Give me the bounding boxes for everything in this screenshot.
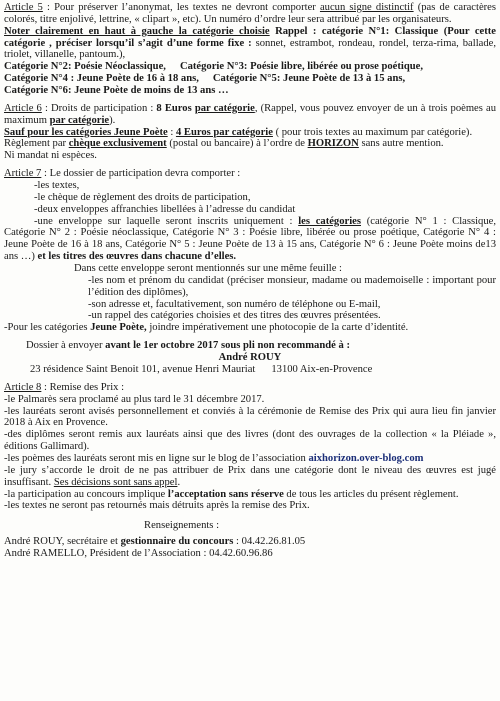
list-item: -les textes ne seront pas retournés mais détruits après la remise des Prix. bbox=[4, 500, 310, 512]
list-item: -les poèmes des lauréats seront mis en ligne sur le blog de l’association aixhorizon.over-blog.com bbox=[4, 452, 424, 464]
article-8: Article 8 : Remise des Prix : bbox=[4, 381, 125, 393]
list-item: -la participation au concours implique l’acceptation sans réserve de tous les articles du présent règlement. bbox=[4, 488, 459, 500]
list-item: -les nom et prénom du candidat (préciser monsieur, madame ou mademoiselle : important pour l’édition des diplômes), bbox=[88, 274, 496, 298]
list-item: -les textes, bbox=[34, 180, 80, 192]
article-7: Article 7 : Le dossier de participation devra comporter : bbox=[4, 168, 241, 180]
article-6: Article 6 : Droits de participation : 8 Euros par catégorie, (Rappel, vous pouvez envoyer de un à trois poèmes au maximum par catégorie). bbox=[4, 102, 496, 126]
envelope-note: Dans cette enveloppe seront mentionnés sur une même feuille : bbox=[74, 263, 342, 275]
category-list: Catégorie N°2: Poésie Néoclassique, Catégorie N°3: Poésie libre, libérée ou prose poétique, Catégorie N°4 : Jeune Poète de 16 à 18 ans, Catégorie N°5: Jeune Poète de 13 à 15 ans, Catégorie N°6: Jeune Poète de moins de 13 ans … bbox=[4, 61, 423, 97]
list-item: -son adresse et, facultativement, son numéro de téléphone ou E-mail, bbox=[88, 298, 381, 310]
list-item: -le Palmarès sera proclamé au plus tard le 31 décembre 2017. bbox=[4, 393, 265, 405]
recipient-name: André ROUY bbox=[218, 352, 282, 364]
jeune-poete-id: -Pour les catégories Jeune Poète, joindre impérativement une photocopie de la carte d’identité. bbox=[4, 322, 409, 334]
category-reminder: Noter clairement en haut à gauche la catégorie choisie Rappel : catégorie N°1: Classique (Pour cette catégorie , préciser lorsqu’il s’agit d’une forme fixe : sonnet, estrambot, rondeau, rondel, terza-rima, ballade, triolet, villanelle, pantoum.), bbox=[4, 25, 497, 61]
blog-link[interactable]: aixhorizon.over-blog.com bbox=[308, 452, 424, 464]
contact-ramello: André RAMELLO, Président de l’Association : 04.42.60.96.86 bbox=[4, 547, 273, 559]
article-6-label: Article 6 bbox=[4, 102, 42, 114]
list-item: -les lauréats seront avisés personnellement et conviés à la cérémonie de Remise des Prix qui aura lieu fin janvier 2018 à Aix en Provence. bbox=[4, 405, 496, 429]
list-item: -le jury s’accorde le droit de ne pas attribuer de Prix dans une catégorie dont le niveau des œuvres est jugé insuffisant. Ses décisions sont sans appel. bbox=[4, 464, 496, 488]
jeune-poete-fee: Sauf pour les catégories Jeune Poète : 4 Euros par catégorie ( pour trois textes au maximum par catégorie). bbox=[4, 126, 473, 138]
article-5-label: Article 5 bbox=[4, 2, 43, 13]
list-item: -une enveloppe sur laquelle seront inscrits uniquement : les catégories (catégorie N° 1 : Classique, Catégorie N° 2 : Poésie néoclassique, Catégorie N° 3 : Poésie libre, libérée ou prose poétique, Catégorie N° 4 : Jeune Poète de 16 à 18 ans, Catégorie N° 5 : Jeune Poète de 13 à 15 ans, Catégorie N° 6 : Jeune Poète moins de13 ans …) et les titres des œuvres dans chacune d’elles. bbox=[4, 215, 496, 263]
recipient-address: 23 résidence Saint Benoit 101, avenue Henri Mauriat 13100 Aix-en-Provence bbox=[30, 363, 373, 375]
list-item: -le chèque de règlement des droits de participation, bbox=[34, 191, 251, 203]
article-8-label: Article 8 bbox=[4, 381, 42, 393]
article-7-label: Article 7 bbox=[4, 168, 42, 180]
list-item: -deux enveloppes affranchies libellées à l’adresse du candidat bbox=[34, 203, 296, 215]
deadline: Dossier à envoyer avant le 1er octobre 2017 sous pli non recommandé à : bbox=[26, 340, 350, 352]
contact-title: Renseignements : bbox=[144, 520, 220, 532]
article-5: Article 5 : Pour préserver l’anonymat, les textes ne devront comporter aucun signe distinctif (pas de caractères colorés, titre enjolivé, lettrine, « clipart », etc). Un numéro d’ordre leur sera attribué par les organisateurs. bbox=[4, 2, 496, 25]
contact-rouy: André ROUY, secrétaire et gestionnaire du concours : 04.42.26.81.05 bbox=[4, 536, 306, 548]
list-item: -des diplômes seront remis aux lauréats ainsi que des livres (dont des ouvrages de la collection « la Pléiade », éditions Gallimard). bbox=[4, 429, 496, 453]
list-item: -un rappel des catégories choisies et des titres des œuvres présentées. bbox=[88, 310, 381, 322]
payment-method: Règlement par chèque exclusivement (postal ou bancaire) à l’ordre de HORIZON sans autre mention. Ni mandat ni espèces. bbox=[4, 138, 444, 162]
